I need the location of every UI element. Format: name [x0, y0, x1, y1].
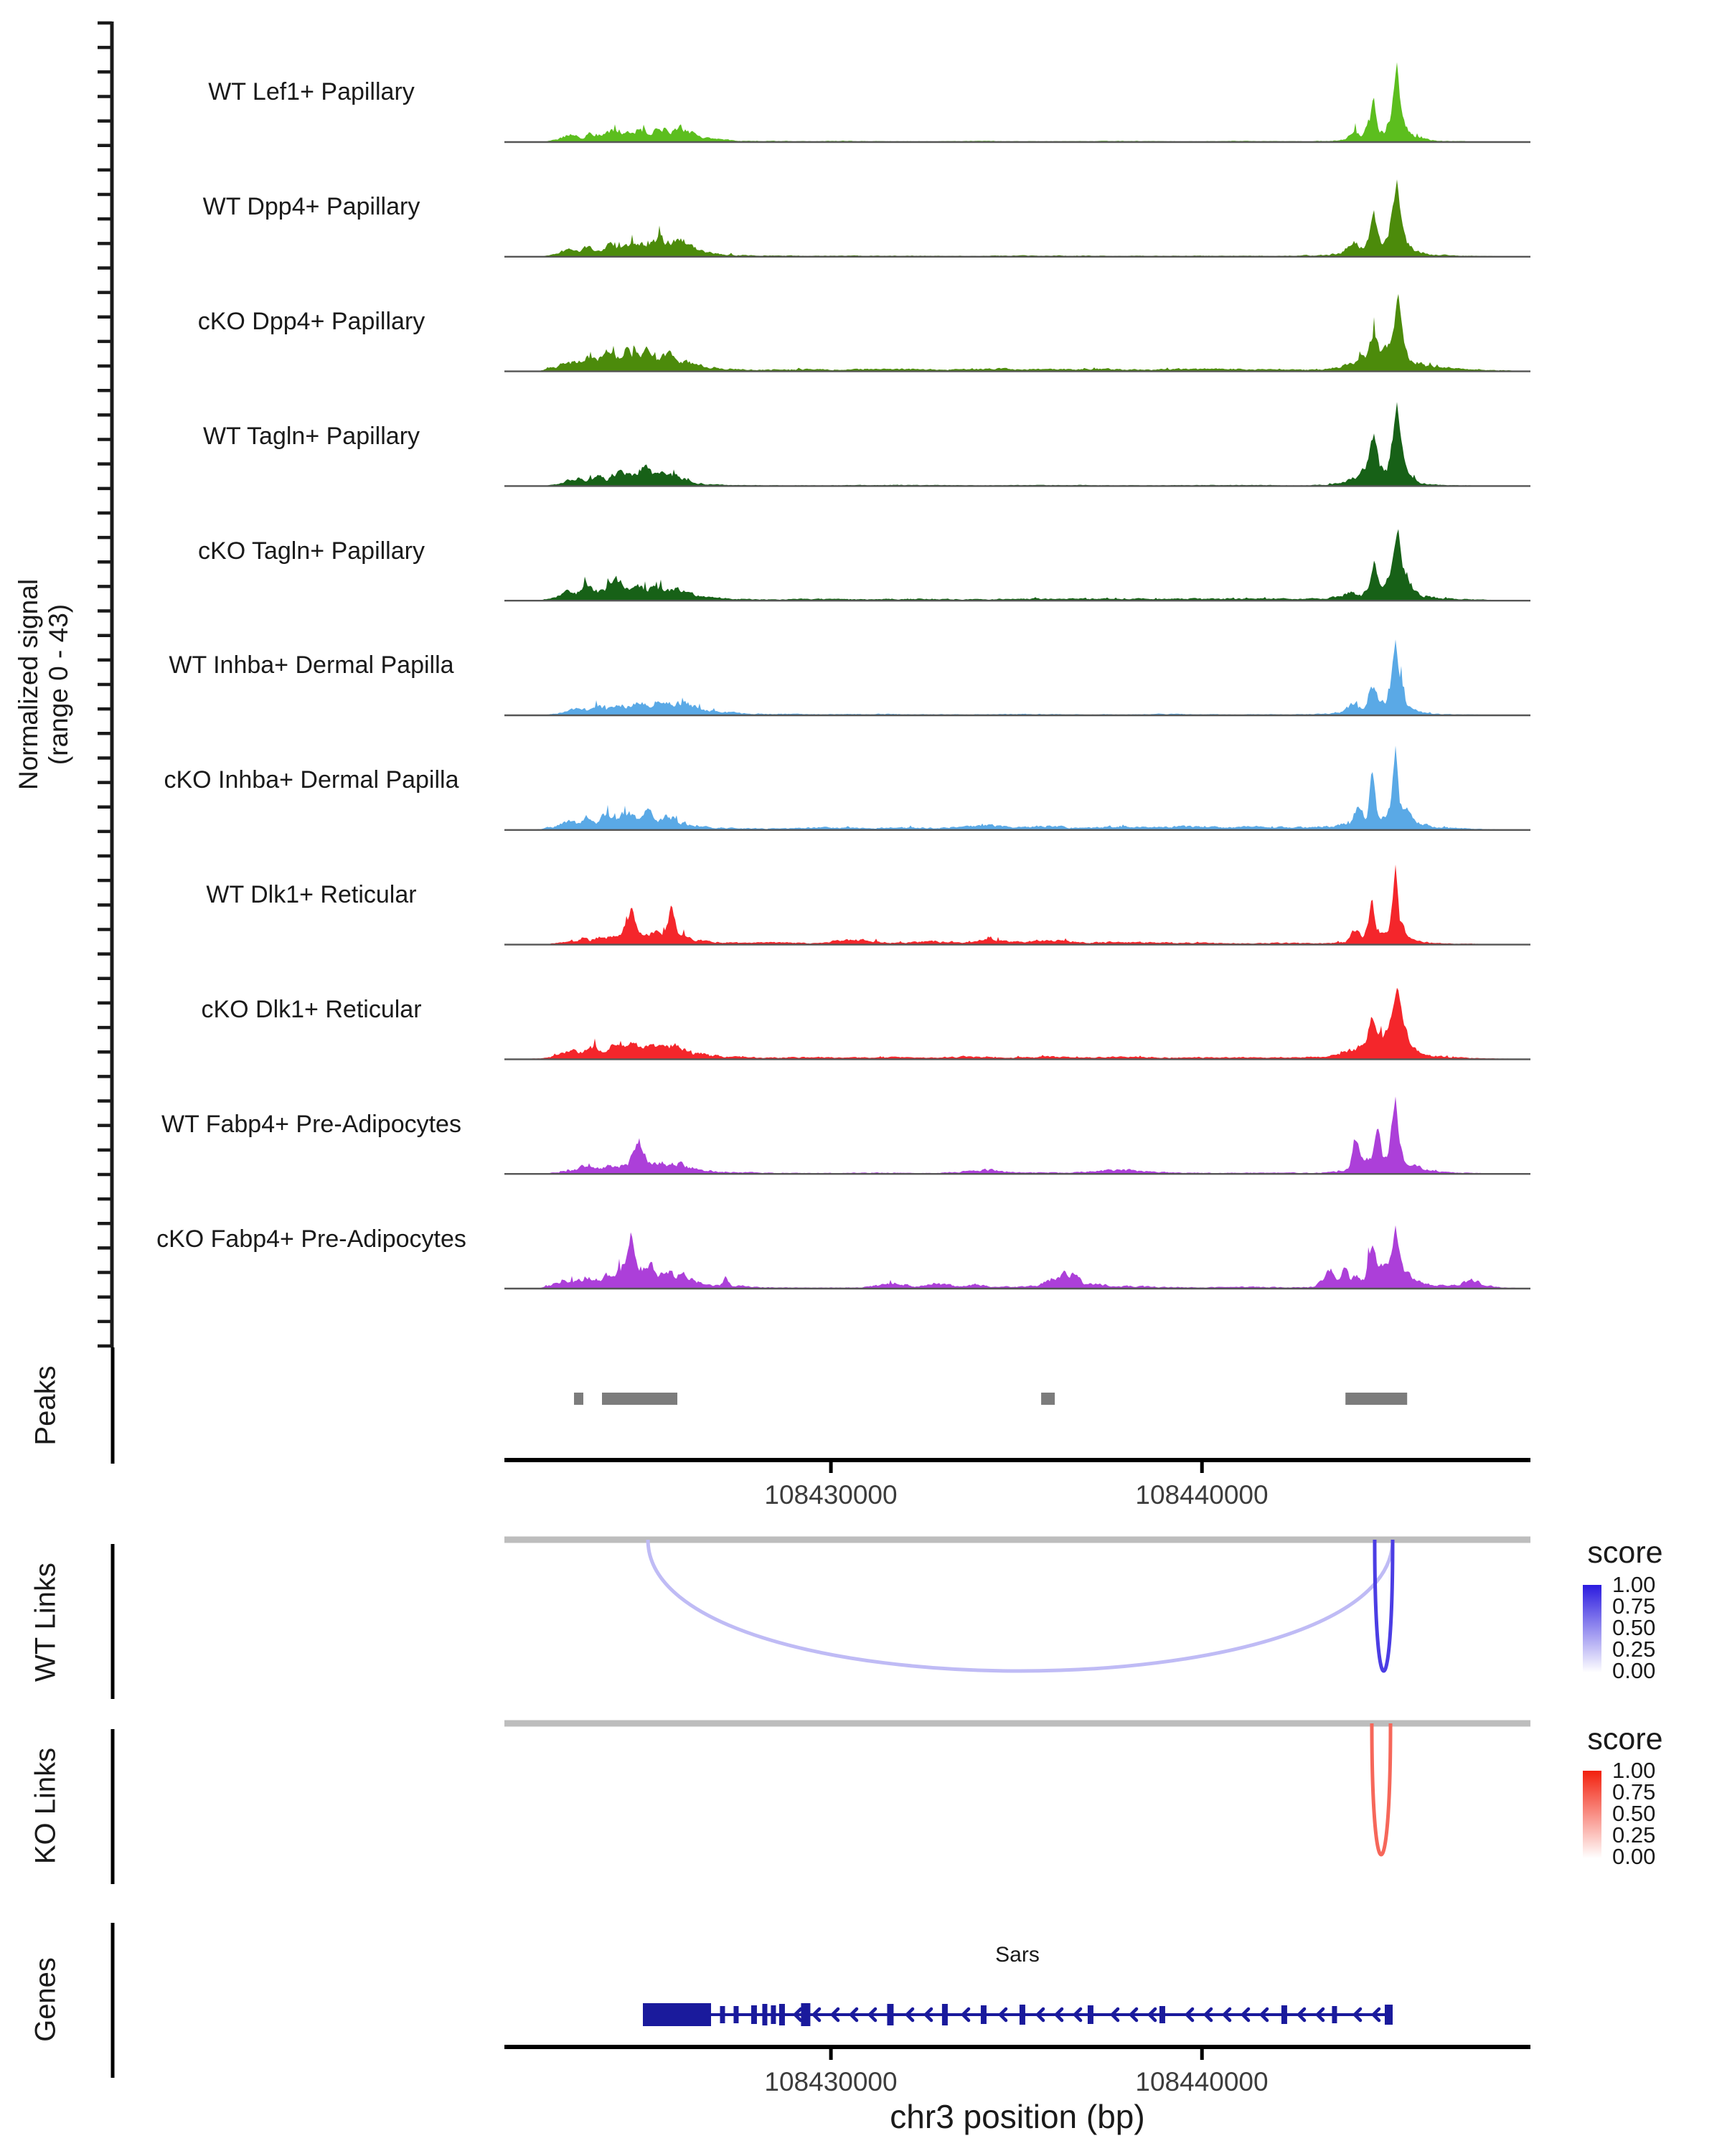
peaks-track: [574, 1393, 1407, 1405]
x-axis-title: chr3 position (bp): [890, 2098, 1145, 2135]
gene-exon: [942, 2004, 948, 2025]
coverage-signal: [504, 865, 1530, 945]
gene-name-label: Sars: [995, 1943, 1040, 1967]
bottom-position-axis: [504, 2047, 1530, 2060]
genes-track: [643, 2003, 1393, 2026]
coverage-signal: [504, 294, 1530, 372]
peak-interval: [1345, 1393, 1407, 1405]
gene-exon: [1281, 2005, 1287, 2024]
gene-exon: [751, 2005, 757, 2024]
wt-legend-label-050: 0.50: [1612, 1615, 1656, 1641]
gene-exon: [1159, 2006, 1165, 2023]
track-label-cko-inhba: cKO Inhba+ Dermal Papilla: [164, 766, 459, 794]
track-label-wt-lef1: WT Lef1+ Papillary: [208, 77, 415, 105]
gene-exon: [771, 2005, 776, 2024]
gene-exon: [1332, 2006, 1337, 2023]
bottom-axis-tick-108430000: 108430000: [764, 2067, 898, 2096]
gene-exon: [779, 2004, 785, 2025]
coverage-signal: [504, 402, 1530, 486]
coverage-signal: [504, 745, 1530, 830]
track-label-cko-tagln: cKO Tagln+ Papillary: [198, 537, 425, 565]
peak-interval: [602, 1393, 677, 1405]
coverage-signal: [504, 62, 1530, 142]
ko-links-legend-colorbar: [1583, 1771, 1601, 1858]
ko-links-track: [504, 1723, 1601, 1855]
gene-last-exon-box: [1385, 2005, 1393, 2025]
track-label-wt-inhba: WT Inhba+ Dermal Papilla: [169, 651, 454, 679]
coverage-signal: [504, 1225, 1530, 1289]
track-label-wt-tagln: WT Tagln+ Papillary: [202, 422, 420, 450]
upper-axis-tick-108430000: 108430000: [764, 1480, 898, 1510]
track-label-cko-dlk1: cKO Dlk1+ Reticular: [201, 995, 422, 1023]
y-axis-title-line2: (range 0 - 43): [43, 603, 73, 766]
wt-legend-label-025: 0.25: [1612, 1637, 1656, 1662]
track-label-cko-dpp4: cKO Dpp4+ Papillary: [197, 307, 425, 335]
wt-links-legend-colorbar: [1583, 1585, 1601, 1672]
upper-axis-tick-108440000: 108440000: [1135, 1480, 1269, 1510]
y-axis-title-line1: Normalized signal: [13, 578, 43, 791]
gene-first-exon-box: [643, 2003, 711, 2026]
ko-legend-label-025: 0.25: [1612, 1822, 1656, 1848]
normalized-signal-axis: [98, 22, 112, 1347]
genes-section-label: Genes: [29, 1957, 62, 2042]
link-arc: [1372, 1723, 1391, 1855]
bottom-axis-tick-108440000: 108440000: [1135, 2067, 1269, 2096]
wt-links-legend-title: score: [1587, 1535, 1663, 1570]
gene-exon: [1088, 2005, 1093, 2024]
gene-exon: [887, 2004, 893, 2025]
coverage-signal: [504, 988, 1530, 1060]
link-arc: [648, 1540, 1393, 1671]
upper-position-axis: [504, 1460, 1530, 1473]
coverage-tracks: [504, 62, 1530, 1289]
coverage-signal: [504, 639, 1530, 715]
track-label-wt-dlk1: WT Dlk1+ Reticular: [206, 880, 417, 908]
wt-links-section-label: WT Links: [29, 1563, 62, 1682]
ko-legend-label-000: 0.00: [1612, 1844, 1656, 1870]
ko-legend-label-075: 0.75: [1612, 1779, 1656, 1805]
gene-exon: [1020, 2005, 1025, 2025]
coverage-signal: [504, 529, 1530, 601]
track-label-wt-fabp4: WT Fabp4+ Pre-Adipocytes: [161, 1110, 461, 1138]
ko-links-legend-title: score: [1587, 1722, 1663, 1756]
coverage-signal: [504, 1096, 1530, 1174]
wt-legend-label-075: 0.75: [1612, 1594, 1656, 1619]
peak-interval: [574, 1393, 583, 1405]
wt-links-track: [504, 1540, 1601, 1671]
peak-interval: [1041, 1393, 1055, 1405]
wt-legend-label-100: 1.00: [1612, 1572, 1656, 1598]
ko-legend-label-050: 0.50: [1612, 1801, 1656, 1827]
gene-exon: [801, 2003, 810, 2026]
wt-legend-label-000: 0.00: [1612, 1658, 1656, 1684]
gene-exon: [720, 2006, 725, 2023]
gene-exon: [981, 2005, 987, 2024]
coverage-signal: [504, 179, 1530, 257]
peaks-section-label: Peaks: [29, 1365, 62, 1446]
ko-legend-label-100: 1.00: [1612, 1758, 1656, 1784]
track-label-cko-fabp4: cKO Fabp4+ Pre-Adipocytes: [156, 1225, 466, 1253]
gene-exon: [762, 2004, 767, 2025]
ko-links-section-label: KO Links: [29, 1747, 62, 1865]
track-label-wt-dpp4: WT Dpp4+ Papillary: [202, 192, 420, 220]
gene-exon: [733, 2006, 738, 2023]
